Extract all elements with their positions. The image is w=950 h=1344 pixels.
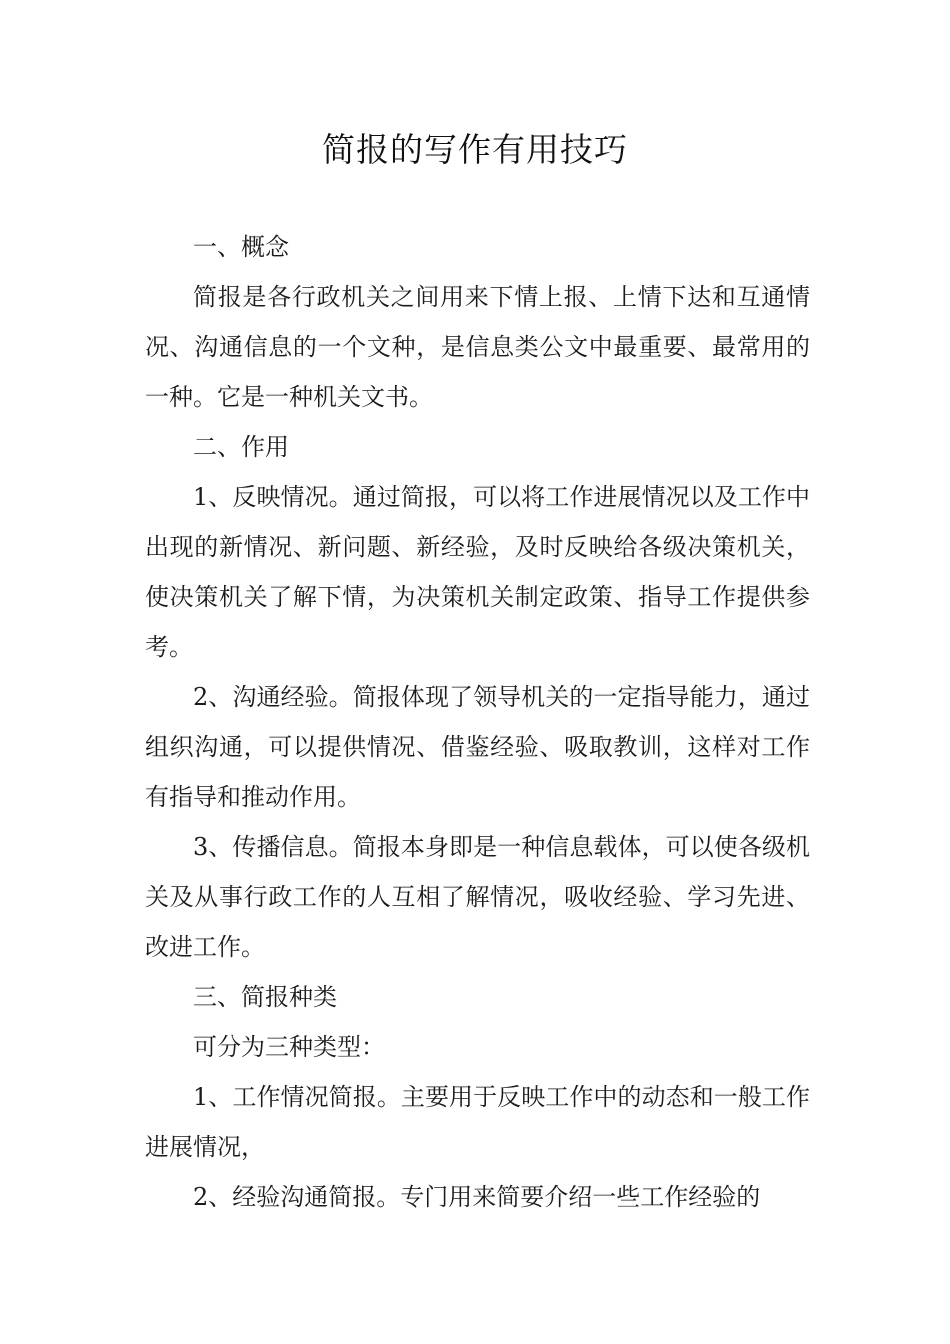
- section-heading-concept: 一、概念: [193, 233, 289, 261]
- document-title: 简报的写作有用技巧: [322, 130, 628, 169]
- section-heading-types: 三、简报种类: [193, 983, 337, 1011]
- paragraph-function-2: 2、沟通经验。简报体现了领导机关的一定指导能力，通过组织沟通，可以提供情况、借鉴经验、吸取教训，这样对工作有指导和推动作用。: [145, 683, 810, 811]
- paragraph-concept-definition: 简报是各行政机关之间用来下情上报、上情下达和互通情况、沟通信息的一个文种，是信息类公文中最重要、最常用的一种。它是一种机关文书。: [145, 283, 810, 411]
- section-heading-function: 二、作用: [193, 433, 289, 461]
- paragraph-type-1: 1、工作情况简报。主要用于反映工作中的动态和一般工作进展情况，: [145, 1083, 810, 1161]
- paragraph-type-2: 2、经验沟通简报。专门用来简要介绍一些工作经验的: [193, 1183, 761, 1211]
- document-body: [145, 222, 810, 1222]
- paragraph-types-intro: 可分为三种类型：: [193, 1033, 385, 1061]
- paragraph-function-3: 3、传播信息。简报本身即是一种信息载体，可以使各级机关及从事行政工作的人互相了解情况，吸收经验、学习先进、改进工作。: [145, 833, 810, 961]
- paragraph-function-1: 1、反映情况。通过简报，可以将工作进展情况以及工作中出现的新情况、新问题、新经验，及时反映给各级决策机关，使决策机关了解下情，为决策机关制定政策、指导工作提供参考。: [145, 483, 810, 661]
